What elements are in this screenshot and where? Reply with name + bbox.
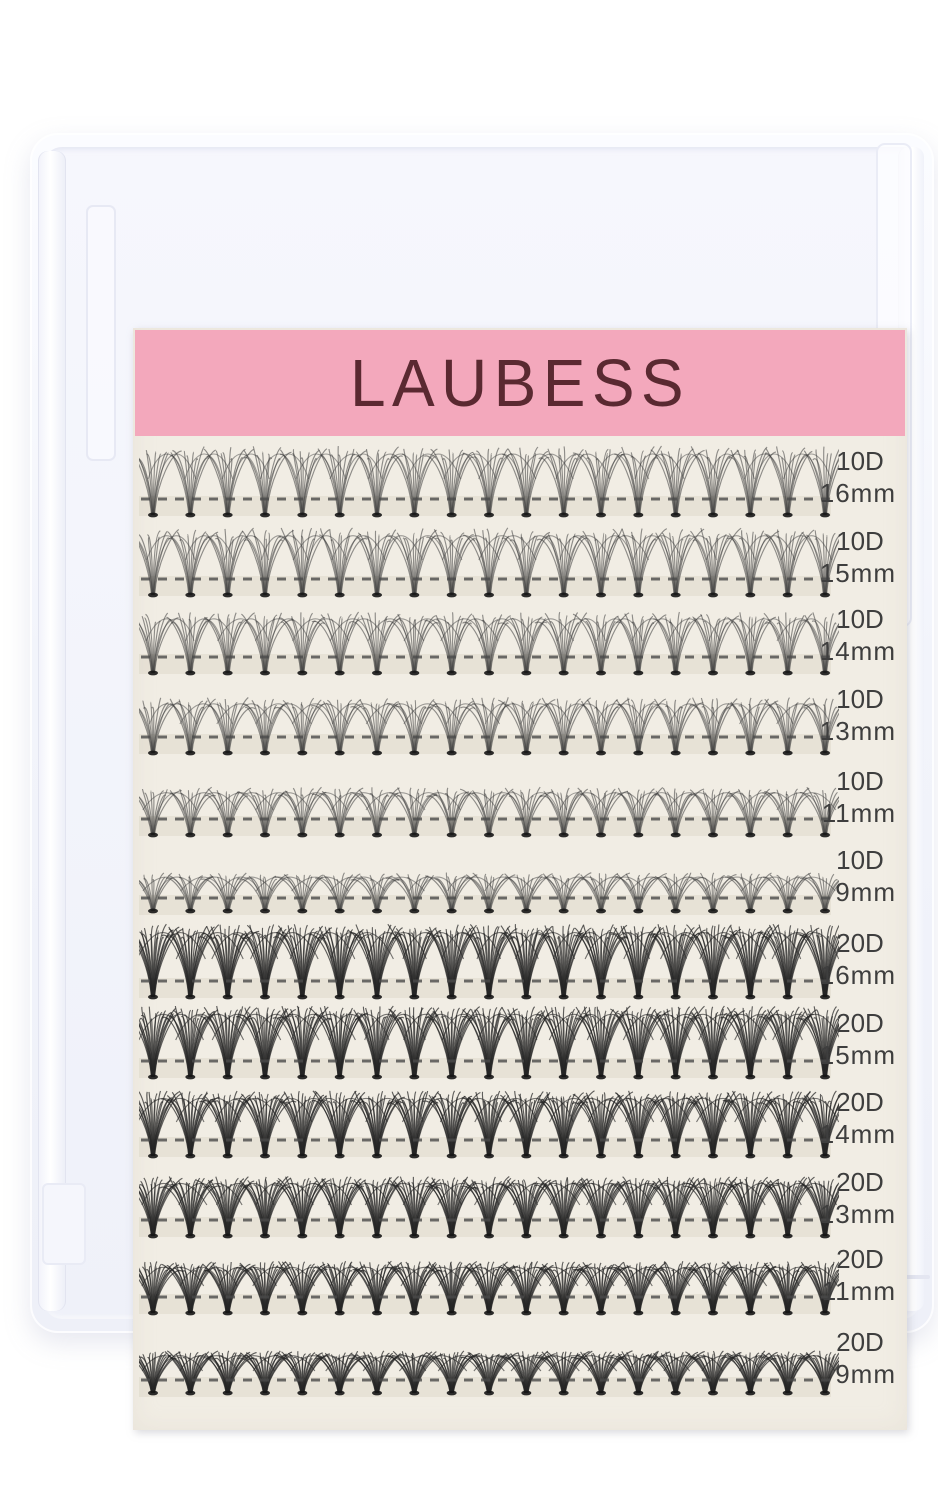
row-label-length: 11mm — [821, 798, 896, 828]
row-label-dimension: 20D — [836, 1244, 884, 1274]
row-label-dimension: 10D — [836, 446, 884, 476]
row-label-length: 16mm — [819, 478, 896, 508]
brand-name: LAUBESS — [349, 345, 691, 421]
row-label-length: 14mm — [819, 1119, 896, 1149]
row-label-dimension: 20D — [836, 1008, 884, 1038]
row-label-dimension: 20D — [836, 928, 884, 958]
row-label-dimension: 10D — [836, 766, 884, 796]
brand-header — [135, 330, 905, 436]
lash-cluster-strip — [139, 989, 839, 1083]
row-label-length: 16mm — [819, 960, 896, 990]
row-label-length: 14mm — [819, 636, 896, 666]
lash-tray-paper — [133, 328, 907, 1430]
lash-cluster-strip — [139, 595, 839, 679]
row-label-length: 13mm — [819, 716, 896, 746]
lash-cluster-strip — [139, 1160, 839, 1242]
case-left-hinge — [38, 151, 66, 1311]
row-label-length: 11mm — [821, 1276, 896, 1306]
row-label-dimension: 20D — [836, 1167, 884, 1197]
row-label-length: 15mm — [819, 558, 896, 588]
row-label-dimension: 10D — [836, 526, 884, 556]
row-label-length: 15mm — [819, 1040, 896, 1070]
row-label-dimension: 10D — [836, 604, 884, 634]
lash-cluster-strip — [139, 771, 839, 841]
case-left-bottom-latch — [42, 1183, 86, 1265]
row-label-length: 9mm — [835, 1359, 896, 1389]
lash-cluster-strip — [139, 511, 839, 601]
lash-cluster-strip — [139, 1245, 839, 1319]
lash-cluster-strip — [139, 681, 839, 759]
row-label-dimension: 10D — [836, 845, 884, 875]
lash-cluster-strip — [139, 1335, 839, 1399]
case-left-latch — [86, 205, 116, 461]
row-label-dimension: 20D — [836, 1327, 884, 1357]
row-label-length: 13mm — [819, 1199, 896, 1229]
row-label-length: 9mm — [835, 877, 896, 907]
lash-case — [30, 133, 934, 1389]
lash-cluster-strip — [139, 1074, 839, 1162]
lash-cluster-strip — [139, 429, 839, 521]
row-label-dimension: 20D — [836, 1087, 884, 1117]
row-label-dimension: 10D — [836, 684, 884, 714]
